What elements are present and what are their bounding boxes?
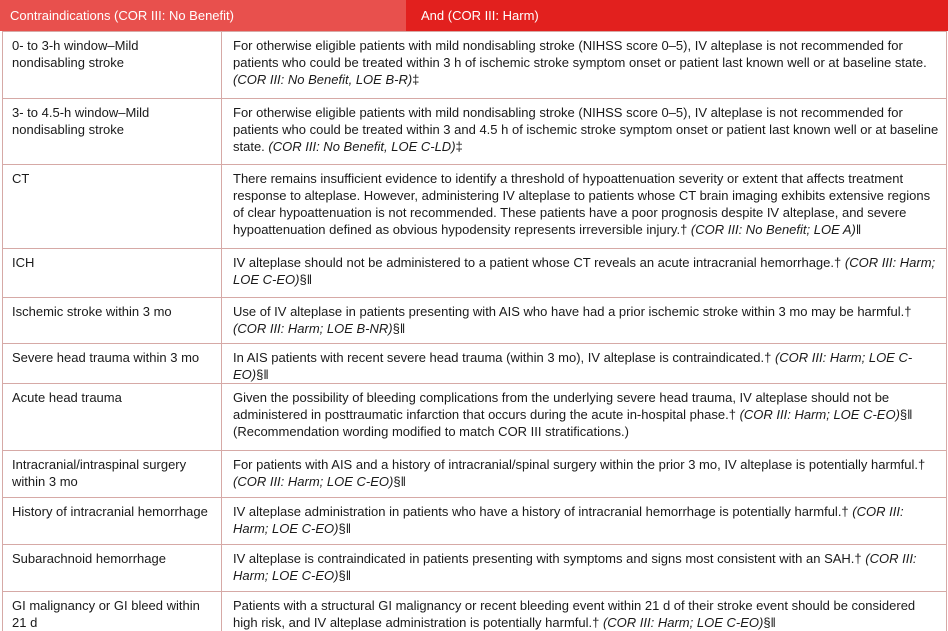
row-citation: (COR III: Harm; LOE C-EO) <box>739 407 900 422</box>
row-text: Patients with a structural GI malignancy or recent bleeding event within 21 d of their stroke event should be considered high risk, and IV alteplase administration is potentially harmful.† <box>233 598 916 630</box>
contraindications-table <box>2 31 947 631</box>
row-description <box>222 384 947 451</box>
table-row <box>3 32 947 99</box>
row-footnote-mark: ‡ <box>455 139 463 154</box>
row-description <box>222 545 947 592</box>
row-citation: (COR III: Harm; LOE C-EO) <box>602 615 764 630</box>
row-footnote-mark: ǁ <box>855 222 862 237</box>
row-footnote-mark: §ǁ <box>299 272 313 287</box>
table-row <box>3 545 947 592</box>
header-harm: And (COR III: Harm) <box>406 0 948 31</box>
row-text: In AIS patients with recent severe head trauma (within 3 mo), IV alteplase is contraindicated.† <box>233 350 775 365</box>
row-footnote-mark: §ǁ (Recommendation wording modified to match COR III stratifications.) <box>233 407 913 439</box>
table-row <box>3 99 947 165</box>
table-row <box>3 298 947 344</box>
row-text: IV alteplase administration in patients who have a history of intracranial hemorrhage is potentially harmful.† <box>233 504 853 519</box>
row-description <box>222 165 947 249</box>
row-text: For otherwise eligible patients with mild nondisabling stroke (NIHSS score 0–5), IV alteplase is not recommended for patients who could be treated within 3 and 4.5 h of ischemic stroke symptom onset or patient last known well or at baseline state. <box>233 105 939 154</box>
row-title: Ischemic stroke within 3 mo <box>3 298 222 344</box>
row-text: For otherwise eligible patients with mild nondisabling stroke (NIHSS score 0–5), IV alteplase is not recommended for patients who could be treated within 3 h of ischemic stroke symptom onset or patient last known well or at baseline state. <box>233 38 927 70</box>
row-title: History of intracranial hemorrhage <box>3 498 222 545</box>
row-description <box>222 32 947 99</box>
row-citation: (COR III: No Benefit, LOE B-R) <box>233 72 413 87</box>
table-row <box>3 165 947 249</box>
row-description <box>222 249 947 298</box>
row-citation: (COR III: Harm; LOE C-EO) <box>233 504 904 536</box>
row-description <box>222 498 947 545</box>
row-description <box>222 298 947 344</box>
row-description <box>222 344 947 384</box>
row-text: Use of IV alteplase in patients presenting with AIS who have had a prior ischemic stroke within 3 mo may be harmful.† <box>233 304 912 319</box>
row-title: Acute head trauma <box>3 384 222 451</box>
header-no-benefit: Contraindications (COR III: No Benefit) <box>0 0 406 31</box>
row-footnote-mark: §ǁ <box>338 568 352 583</box>
row-text: IV alteplase should not be administered to a patient whose CT reveals an acute intracranial hemorrhage.† <box>233 255 845 270</box>
row-footnote-mark: §ǁ <box>392 321 406 336</box>
row-title: 3- to 4.5-h window–Mild nondisabling stroke <box>3 99 222 165</box>
row-citation: (COR III: Harm; LOE C-EO) <box>233 255 936 287</box>
row-title: ICH <box>3 249 222 298</box>
table-row <box>3 498 947 545</box>
table-row <box>3 451 947 498</box>
row-footnote-mark: §ǁ <box>338 521 352 536</box>
row-citation: (COR III: No Benefit; LOE A) <box>690 222 856 237</box>
row-footnote-mark: §ǁ <box>256 367 269 382</box>
row-description <box>222 592 947 631</box>
row-description <box>222 451 947 498</box>
row-text: For patients with AIS and a history of intracranial/spinal surgery within the prior 3 mo, IV alteplase is potentially harmful.† <box>233 457 926 472</box>
row-citation: (COR III: Harm; LOE C-EO) <box>233 551 917 583</box>
table-row <box>3 249 947 298</box>
row-footnote-mark: §ǁ <box>763 615 776 630</box>
row-title: 0- to 3-h window–Mild nondisabling stroke <box>3 32 222 99</box>
table-row <box>3 384 947 451</box>
row-citation: (COR III: Harm; LOE C-EO) <box>233 474 394 489</box>
row-footnote-mark: §ǁ <box>393 474 406 489</box>
table-header <box>0 0 948 31</box>
row-citation: (COR III: Harm; LOE B-NR) <box>233 321 393 336</box>
row-text: Given the possibility of bleeding complications from the underlying severe head trauma, IV alteplase should not be administered in posttraumatic infarction that occurs during the acute in-hospital phase.† <box>233 390 890 422</box>
row-citation: (COR III: No Benefit, LOE C-LD) <box>268 139 456 154</box>
row-title: Intracranial/intraspinal surgery within 3 mo <box>3 451 222 498</box>
row-footnote-mark: ‡ <box>412 72 420 87</box>
row-title: Severe head trauma within 3 mo <box>3 344 222 384</box>
row-citation: (COR III: Harm; LOE C-EO) <box>233 350 913 382</box>
row-title: GI malignancy or GI bleed within 21 d <box>3 592 222 631</box>
table-row <box>3 344 947 384</box>
row-title: CT <box>3 165 222 249</box>
row-title: Subarachnoid hemorrhage <box>3 545 222 592</box>
row-text: IV alteplase is contraindicated in patients presenting with symptoms and signs most consistent with an SAH.† <box>233 551 866 566</box>
row-description <box>222 99 947 165</box>
row-text: There remains insufficient evidence to identify a threshold of hypoattenuation severity or extent that affects treatment response to alteplase. However, administering IV alteplase to patients whose CT brain imaging exhibits extensive regions of clear hypoattenuation is not recommended. These patients have a poor prognosis despite IV alteplase, and severe hypoattenuation defined as obvious hypodensity represents irreversible injury.† <box>233 171 931 237</box>
table-row <box>3 592 947 631</box>
